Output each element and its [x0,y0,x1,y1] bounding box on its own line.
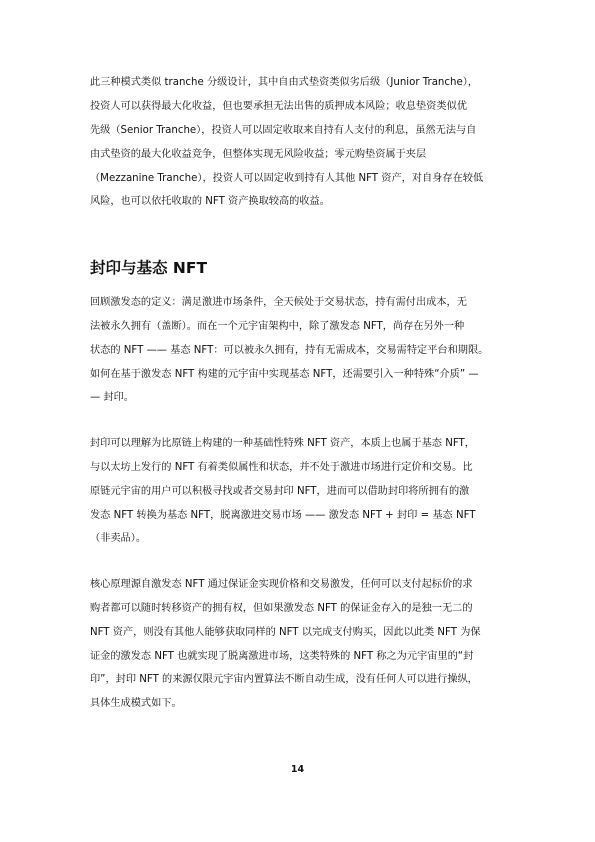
para2-line-5: （非卖品）。 [90,533,147,544]
para2-line-3: 原链元宇宙的用户可以积极寻找或者交易封印 NFT，进而可以借助封印将所拥有的激 [90,486,470,497]
para1-line-4: 如何在基于激发态 NFT 构建的元宇宙中实现基态 NFT，还需要引入一种特殊“介质” — [90,369,479,380]
para2-line-4: 发态 NFT 转换为基态 NFT，脱离激进交易市场 —— 激发态 NFT + 封印 = 基态 NFT [90,510,476,521]
intro-line-2: 投资人可以获得最大化收益，但也要承担无法出售的质押成本风险；收息垫资类似优 [90,101,467,112]
intro-line-6: 风险，也可以依托收取的 NFT 资产换取较高的收益。 [90,196,330,207]
para2-line-1: 封印可以理解为比原链上构建的一种基础性特殊 NFT 资产，本质上也属于基态 NFT， [90,438,475,449]
para3-line-6: 具体生成模式如下。 [90,698,182,709]
para1-line-5: — 封印。 [90,392,134,403]
intro-line-4: 由式垫资的最大化收益竞争，但整体实现无风险收益；零元购垫资属于夹层 [90,149,427,160]
para2-line-2: 与以太坊上发行的 NFT 有着类似属性和状态，并不处于激进市场进行定价和交易。比 [90,462,473,473]
intro-line-5: （Mezzanine Tranche），投资人可以固定收到持有人其他 NFT 资产，对自身存在较低 [90,173,484,184]
para1-line-1: 回顾激发态的定义：满足激进市场条件，全天候处于交易状态，持有需付出成本，无 [90,297,467,308]
page-number: 14 [290,764,305,775]
para3-line-4: 证金的激发态 NFT 也就实现了脱离激进市场，这类特殊的 NFT 称之为元宇宙里的“封 [90,651,474,662]
para3-line-5: 印”，封印 NFT 的来源仅限元宇宙内置算法不断自动生成，没有任何人可以进行操纵， [90,674,478,685]
para3-line-2: 购者都可以随时转移资产的拥有权，但如果激发态 NFT 的保证金存入的是独一无二的 [90,603,473,614]
para3-line-1: 核心原理源自激发态 NFT 通过保证金实现价格和交易激发，任何可以支付起标价的求 [90,579,473,590]
para1-line-3: 状态的 NFT —— 基态 NFT：可以被永久拥有，持有无需成本，交易需特定平台和期限。 [90,345,489,356]
para3-line-3: NFT 资产，则没有其他人能够获取同样的 NFT 以完成支付购买，因此以此类 NFT 为保 [90,627,481,638]
intro-line-3: 先级（Senior Tranche），投资人可以固定收取来自持有人支付的利息，虽然无法与自 [90,125,477,136]
section-heading: 封印与基态 NFT [90,259,208,277]
intro-line-1: 此三种模式类似 tranche 分级设计，其中自由式垫资类似劣后级（Junior Tranche）， [90,77,478,88]
para1-line-2: 法被永久拥有（盖断）。而在一个元宇宙架构中，除了激发态 NFT，尚存在另外一种 [90,321,465,332]
